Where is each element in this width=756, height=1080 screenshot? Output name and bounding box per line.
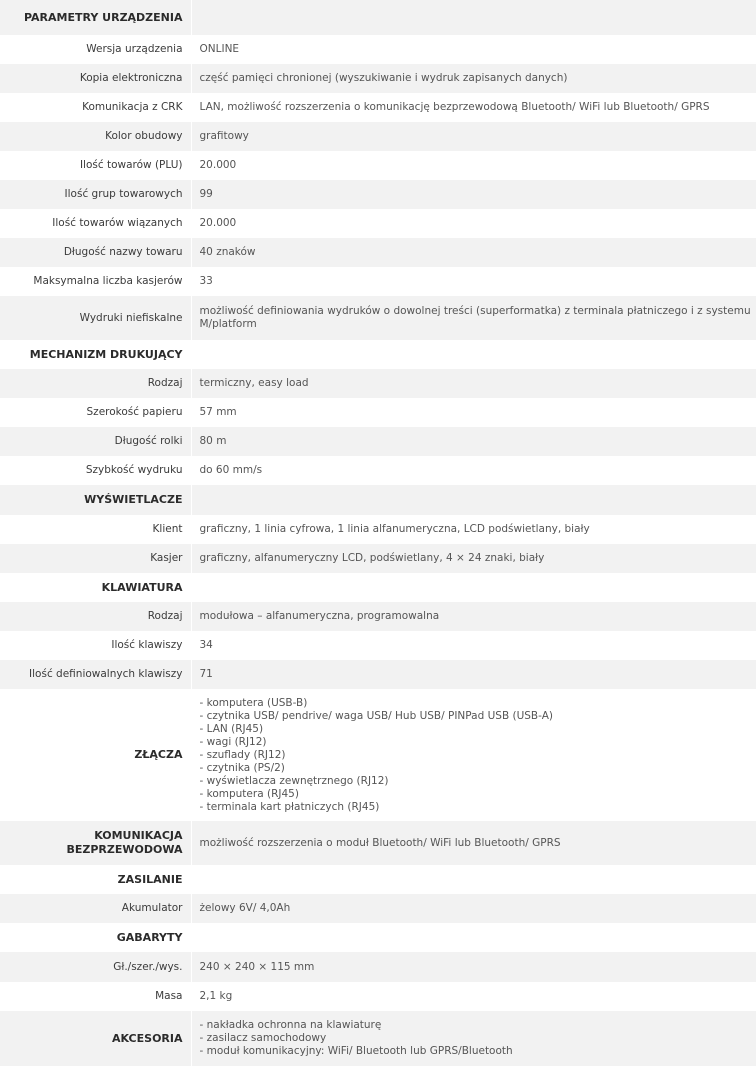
spec-row (0, 296, 756, 340)
spec-value-line: - wyświetlacza zewnętrznego (RJ12) (199, 774, 389, 787)
spec-value: możliwość rozszerzenia o moduł Bluetooth/ WiFi lub Bluetooth/ GPRS (191, 821, 756, 865)
spec-row (0, 180, 756, 209)
spec-label: Ilość towarów wiązanych (0, 209, 191, 238)
spec-row (0, 369, 756, 398)
spec-row (0, 602, 756, 631)
spec-value: grafitowy (191, 122, 756, 151)
spec-value-line: - czytnika (PS/2) (199, 761, 285, 774)
spec-row (0, 1011, 756, 1066)
spec-value-line: - czytnika USB/ pendrive/ waga USB/ Hub USB/ PINPad USB (USB-A) (199, 709, 553, 722)
spec-row (0, 151, 756, 180)
spec-row (0, 122, 756, 151)
spec-row (0, 209, 756, 238)
spec-row (0, 660, 756, 689)
spec-label: Szybkość wydruku (0, 456, 191, 485)
spec-row (0, 93, 756, 122)
spec-value-line: - wagi (RJ12) (199, 735, 267, 748)
spec-label: Maksymalna liczba kasjerów (0, 267, 191, 296)
spec-value-line: - komputera (RJ45) (199, 787, 299, 800)
spec-label: KOMUNIKACJA BEZPRZEWODOWA (0, 821, 191, 865)
spec-value (191, 1011, 756, 1066)
spec-label: Kolor obudowy (0, 122, 191, 151)
spec-value: 20.000 (191, 209, 756, 238)
spec-label: Gł./szer./wys. (0, 952, 191, 982)
spec-row (0, 544, 756, 573)
spec-label: Rodzaj (0, 602, 191, 631)
spec-value: 99 (191, 180, 756, 209)
spec-label: Szerokość papieru (0, 398, 191, 427)
spec-row (0, 427, 756, 456)
spec-value: żelowy 6V/ 4,0Ah (191, 894, 756, 923)
spec-row (0, 631, 756, 660)
spec-value: część pamięci chronionej (wyszukiwanie i wydruk zapisanych danych) (191, 64, 756, 93)
spec-value: 33 (191, 267, 756, 296)
spec-row (0, 64, 756, 93)
spec-value (191, 573, 756, 602)
spec-label: Ilość grup towarowych (0, 180, 191, 209)
spec-value: termiczny, easy load (191, 369, 756, 398)
spec-label: Rodzaj (0, 369, 191, 398)
spec-value: 240 × 240 × 115 mm (191, 952, 756, 982)
section-header-row (0, 573, 756, 602)
spec-row (0, 515, 756, 544)
spec-value-line: - nakładka ochronna na klawiaturę (199, 1019, 382, 1031)
spec-value: ONLINE (191, 35, 756, 64)
spec-value: graficzny, 1 linia cyfrowa, 1 linia alfanumeryczna, LCD podświetlany, biały (191, 515, 756, 544)
section-header-row (0, 865, 756, 894)
spec-value: modułowa – alfanumeryczna, programowalna (191, 602, 756, 631)
spec-label: Ilość towarów (PLU) (0, 151, 191, 180)
spec-row (0, 982, 756, 1011)
spec-label: Akumulator (0, 894, 191, 923)
section-title: WYŚWIETLACZE (0, 485, 191, 515)
spec-value (191, 689, 756, 821)
spec-value: 71 (191, 660, 756, 689)
spec-row (0, 821, 756, 865)
section-header-row (0, 485, 756, 515)
spec-value-line: - szuflady (RJ12) (199, 748, 286, 761)
spec-label: Kasjer (0, 544, 191, 573)
section-header-row (0, 0, 756, 35)
spec-row (0, 238, 756, 267)
spec-row (0, 398, 756, 427)
spec-label: Ilość definiowalnych klawiszy (0, 660, 191, 689)
spec-value: LAN, możliwość rozszerzenia o komunikację bezprzewodową Bluetooth/ WiFi lub Bluetooth/ GPRS (191, 93, 756, 122)
spec-value: do 60 mm/s (191, 456, 756, 485)
spec-value (191, 865, 756, 894)
spec-row (0, 35, 756, 64)
spec-value: możliwość definiowania wydruków o dowolnej treści (superformatka) z terminala płatniczego i z systemu M/platform (191, 296, 756, 340)
spec-value-line: - komputera (USB-B) (199, 696, 308, 709)
spec-label: Klient (0, 515, 191, 544)
section-header-row (0, 340, 756, 369)
spec-label: AKCESORIA (0, 1011, 191, 1066)
section-title: MECHANIZM DRUKUJĄCY (0, 340, 191, 369)
spec-value (191, 485, 756, 515)
spec-label: Komunikacja z CRK (0, 93, 191, 122)
spec-row (0, 689, 756, 821)
spec-row (0, 894, 756, 923)
spec-value-line: - terminala kart płatniczych (RJ45) (199, 800, 380, 813)
spec-label: Długość rolki (0, 427, 191, 456)
spec-value: 57 mm (191, 398, 756, 427)
spec-label: Wersja urządzenia (0, 35, 191, 64)
spec-value (191, 340, 756, 369)
section-title: ZASILANIE (0, 865, 191, 894)
spec-value: graficzny, alfanumeryczny LCD, podświetlany, 4 × 24 znaki, biały (191, 544, 756, 573)
spec-label: Kopia elektroniczna (0, 64, 191, 93)
spec-row (0, 456, 756, 485)
spec-label: Długość nazwy towaru (0, 238, 191, 267)
spec-value: 34 (191, 631, 756, 660)
spec-value-line: - moduł komunikacyjny: WiFi/ Bluetooth lub GPRS/Bluetooth (199, 1045, 513, 1057)
section-title: GABARYTY (0, 923, 191, 952)
spec-value-line: - zasilacz samochodowy (199, 1032, 327, 1044)
section-header-row (0, 923, 756, 952)
spec-label: Ilość klawiszy (0, 631, 191, 660)
spec-value (191, 923, 756, 952)
spec-value-line: - LAN (RJ45) (199, 722, 264, 735)
spec-value: 20.000 (191, 151, 756, 180)
spec-row (0, 952, 756, 982)
spec-label: ZŁĄCZA (0, 689, 191, 821)
spec-value: 40 znaków (191, 238, 756, 267)
section-title: PARAMETRY URZĄDZENIA (0, 0, 191, 35)
spec-row (0, 267, 756, 296)
spec-label: Masa (0, 982, 191, 1011)
spec-value (191, 0, 756, 35)
section-title: KLAWIATURA (0, 573, 191, 602)
spec-label: Wydruki niefiskalne (0, 296, 191, 340)
spec-value: 2,1 kg (191, 982, 756, 1011)
spec-value: 80 m (191, 427, 756, 456)
